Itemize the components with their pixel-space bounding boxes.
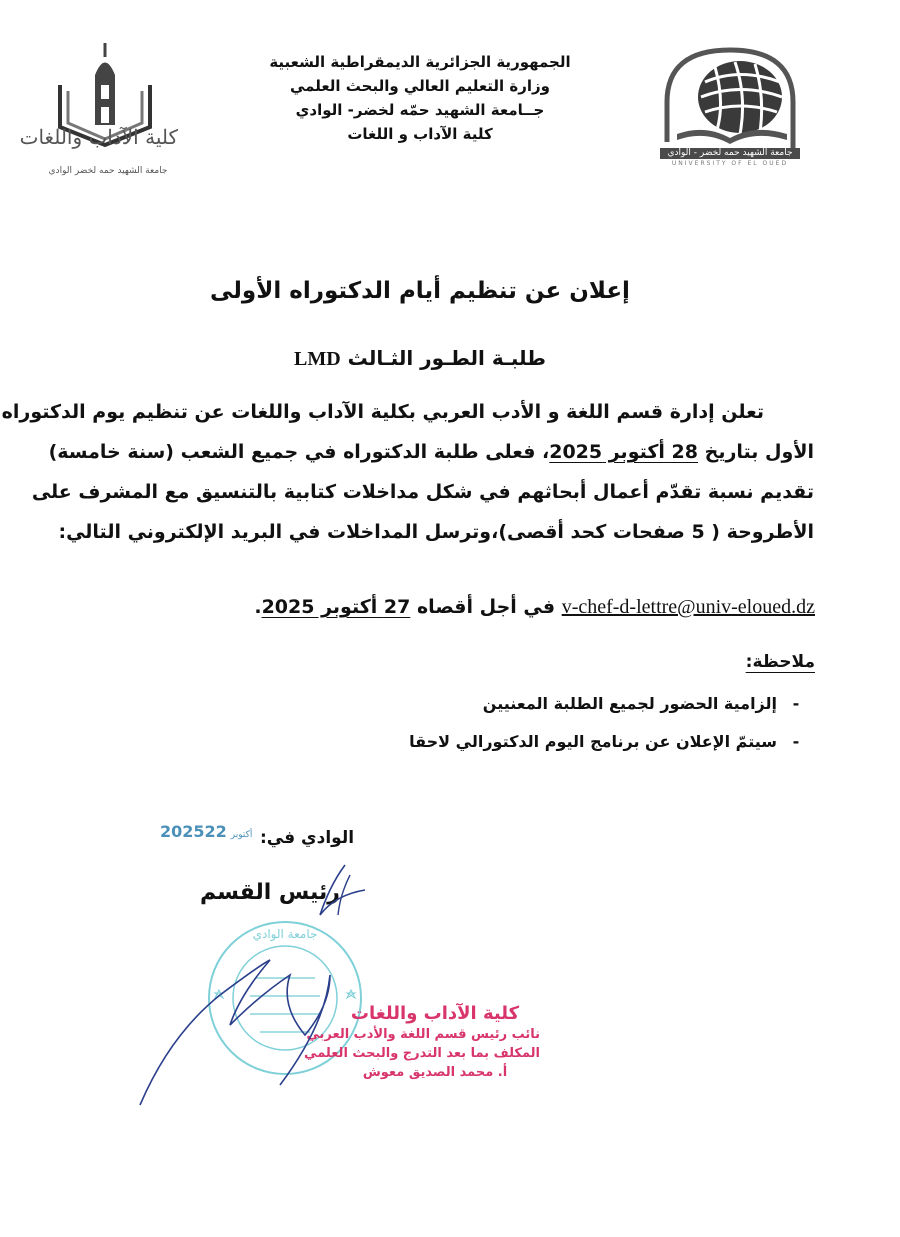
header-line-university: جــامعة الشهيد حمّه لخضر- الوادي xyxy=(295,101,545,119)
note-text: سيتمّ الإعلان عن برنامج اليوم الدكتورالي لاحقا xyxy=(409,732,777,751)
deadline-suffix: . xyxy=(254,596,262,618)
handwritten-signature xyxy=(130,855,380,1115)
announcement-title: إعلان عن تنظيم أيام الدكتوراه الأولى xyxy=(210,278,630,304)
round-stamp-text: جامعة الوادي xyxy=(252,927,318,941)
official-stamp-faculty: كلية الآداب واللغات xyxy=(350,1003,520,1024)
submission-email-link[interactable]: v-chef-d-lettre@univ-eloued.dz xyxy=(561,596,815,618)
body-line-3: تقديم نسبة تقدّم أعمال أبحاثهم في شكل مداخلات كتابية بالتنسيق مع المشرف على xyxy=(31,481,814,503)
header-line-faculty: كلية الآداب و اللغات xyxy=(347,125,493,143)
notes-label: ملاحظة: xyxy=(745,652,815,672)
deadline-date: 27 أكتوبر 2025 xyxy=(261,596,411,618)
note-item xyxy=(409,732,815,770)
note-item xyxy=(409,694,815,732)
notes-list xyxy=(409,694,815,770)
faculty-logo-subtext: جامعة الشهيد حمه لخضر الوادي xyxy=(48,166,168,176)
announcement-body xyxy=(1,392,814,552)
subtitle-text: طلبـة الطـور الثـالث xyxy=(347,346,546,370)
email-deadline-line xyxy=(254,596,815,619)
university-logo-subtext: UNIVERSITY OF EL OUED xyxy=(671,160,789,167)
university-logo-text: جامعة الشهيد حمه لخضر - الوادي xyxy=(660,148,800,159)
header-line-ministry: وزارة التعليم العالي والبحث العلمي xyxy=(289,77,551,95)
body-line-2-start: الأول بتاريخ xyxy=(704,441,814,463)
body-line-2-end: ، فعلى طلبة الدكتوراه في جميع الشعب (سنة خامسة) xyxy=(48,441,550,463)
signing-place: الوادي في: xyxy=(260,828,355,848)
document-header xyxy=(250,50,590,146)
note-text: إلزامية الحضور لجميع الطلبة المعنيين xyxy=(482,694,777,713)
department-head-title: رئيس القسم xyxy=(200,880,340,905)
body-line-4: الأطروحة ( 5 صفحات كحد أقصى)،وترسل المداخلات في البريد الإلكتروني التالي: xyxy=(58,521,814,543)
body-line-1: تعلن إدارة قسم اللغة و الأدب العربي بكلية الآداب واللغات عن تنظيم يوم الدكتوراه xyxy=(1,401,764,423)
body-line-2 xyxy=(48,432,814,472)
header-line-republic: الجمهورية الجزائرية الديمقراطية الشعبية xyxy=(269,53,571,71)
date-stamp-day: 22 xyxy=(204,822,227,841)
date-stamp-year: 2025 xyxy=(160,822,205,841)
announcement-subtitle xyxy=(250,346,590,371)
deadline-prefix: في أجل أقصاه xyxy=(416,596,556,618)
date-stamp-month: أكتوبر xyxy=(230,830,253,840)
event-date: 28 أكتوبر 2025 xyxy=(549,441,698,463)
official-stamp-name: أ. محمد الصديق معوش xyxy=(362,1065,508,1080)
official-stamp-position: نائب رئيس قسم اللغة والأدب العربي xyxy=(306,1027,540,1042)
faculty-logo-text: كلية الآداب واللغات xyxy=(19,125,178,149)
bullet-dash: - xyxy=(792,732,800,751)
bullet-dash: - xyxy=(792,694,800,713)
subtitle-program: LMD xyxy=(294,348,341,370)
date-stamp xyxy=(160,822,256,841)
official-stamp-responsibility: المكلف بما بعد التدرج والبحث العلمي xyxy=(304,1046,540,1061)
